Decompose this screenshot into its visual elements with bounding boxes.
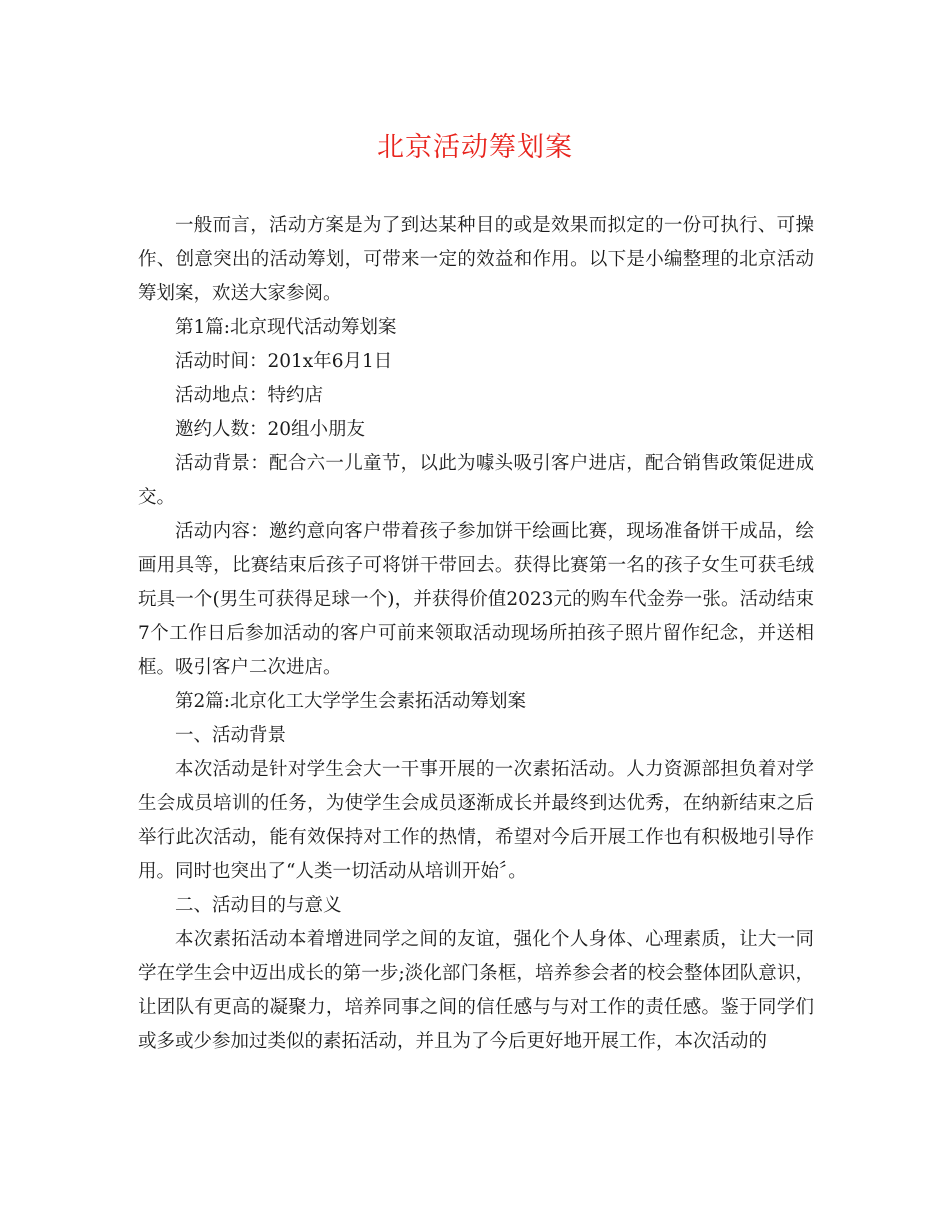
document-body xyxy=(138,209,814,1059)
subheading-background: 一、活动背景 xyxy=(175,725,287,746)
activity-background: 活动背景：配合六一儿童节，以此为噱头吸引客户进店，配合销售政策促进成交。 xyxy=(138,453,814,508)
document-title: 北京活动筹划案 xyxy=(377,132,573,163)
purpose-paragraph: 本次素拓活动本着增进同学之间的友谊，强化个人身体、心理素质，让大一同学在学生会中迈出成长的第一步;淡化部门条框，培养参会者的校会整体团队意识，让团队有更高的凝聚力，培养同事之间的信任感与与对工作的责任感。鉴于同学们或多或少参加过类似的素拓活动，并且为了今后更好地开展工作，本次活动的 xyxy=(138,929,814,1052)
section-heading-2: 第2篇:北京化工大学学生会素拓活动筹划案 xyxy=(175,691,527,712)
subheading-purpose: 二、活动目的与意义 xyxy=(175,895,342,916)
activity-location: 活动地点：特约店 xyxy=(175,385,324,406)
background-paragraph: 本次活动是针对学生会大一干事开展的一次素拓活动。人力资源部担负着对学生会成员培训的任务，为使学生会成员逐渐成长并最终到达优秀，在纳新结束之后举行此次活动，能有效保持对工作的热情，希望对今后开展工作也有积极地引导作用。同时也突出了“人类一切活动从培训开始〞。 xyxy=(138,759,814,882)
activity-content: 活动内容：邀约意向客户带着孩子参加饼干绘画比赛，现场准备饼干成品，绘画用具等，比赛结束后孩子可将饼干带回去。获得比赛第一名的孩子女生可获毛绒玩具一个(男生可获得足球一个)，并获得价值2023元的购车代金券一张。活动结束7个工作日后参加活动的客户可前来领取活动现场所拍孩子照片留作纪念，并送相框。吸引客户二次进店。 xyxy=(138,521,814,678)
section-heading-1: 第1篇:北京现代活动筹划案 xyxy=(175,317,397,338)
invitee-count: 邀约人数：20组小朋友 xyxy=(175,419,366,440)
activity-time: 活动时间：201x年6月1日 xyxy=(175,351,393,372)
intro-paragraph: 一般而言，活动方案是为了到达某种目的或是效果而拟定的一份可执行、可操作、创意突出的活动筹划，可带来一定的效益和作用。以下是小编整理的北京活动筹划案，欢送大家参阅。 xyxy=(138,215,814,304)
